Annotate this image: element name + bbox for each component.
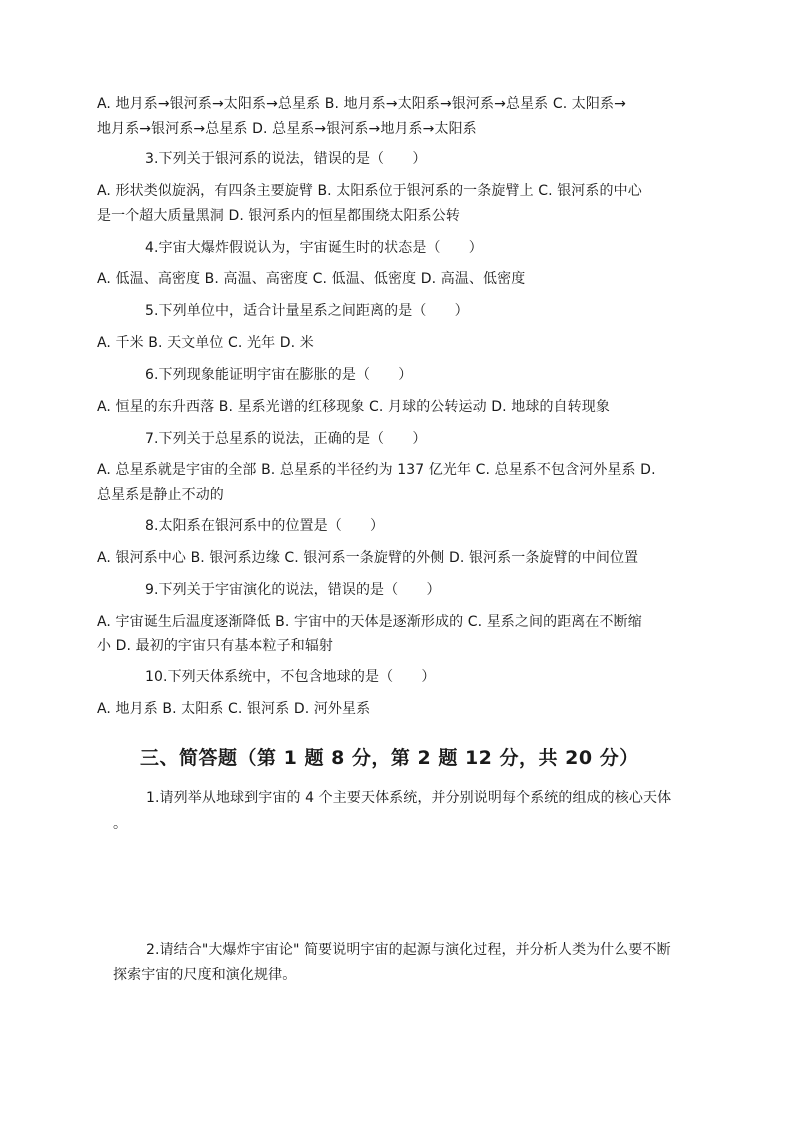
question-5-options: A. 千米 B. 天文单位 C. 光年 D. 米: [97, 335, 314, 351]
question-4-options: A. 低温、高密度 B. 高温、高密度 C. 低温、低密度 D. 高温、低密度: [97, 271, 526, 287]
answer-space-1[interactable]: [113, 840, 693, 935]
question-6-stem: 6.下列现象能证明宇宙在膨胀的是（ ）: [145, 367, 413, 383]
question-8-stem: 8.太阳系在银河系中的位置是（ ）: [145, 518, 385, 534]
short-answer-1-line2: 。: [113, 816, 128, 832]
question-3-stem: 3.下列关于银河系的说法，错误的是（ ）: [145, 151, 427, 167]
question-6-options: A. 恒星的东升西落 B. 星系光谱的红移现象 C. 月球的公转运动 D. 地球的自转现象: [97, 399, 610, 415]
question-10-stem: 10.下列天体系统中，不包含地球的是（ ）: [145, 669, 436, 685]
q2-options-line1: A. 地月系→银河系→太阳系→总星系 B. 地月系→太阳系→银河系→总星系 C. 太阳系→: [97, 96, 626, 112]
question-7-stem: 7.下列关于总星系的说法，正确的是（ ）: [145, 431, 427, 447]
section-3-heading: 三、简答题（第 1 题 8 分，第 2 题 12 分，共 20 分）: [140, 747, 639, 769]
question-8-options: A. 银河系中心 B. 银河系边缘 C. 银河系一条旋臂的外侧 D. 银河系一条旋臂的中间位置: [97, 550, 639, 566]
q2-options-line2: 地月系→银河系→总星系 D. 总星系→银河系→地月系→太阳系: [97, 121, 477, 137]
question-3-options-line1: A. 形状类似旋涡，有四条主要旋臂 B. 太阳系位于银河系的一条旋臂上 C. 银河系的中心: [97, 183, 642, 199]
short-answer-1-line1: 1.请列举从地球到宇宙的 4 个主要天体系统，并分别说明每个系统的组成的核心天体: [146, 790, 672, 806]
short-answer-2-line2: 探索宇宙的尺度和演化规律。: [113, 967, 297, 983]
question-9-stem: 9.下列关于宇宙演化的说法，错误的是（ ）: [145, 582, 441, 598]
question-3-options-line2: 是一个超大质量黑洞 D. 银河系内的恒星都围绕太阳系公转: [97, 208, 460, 224]
question-4-stem: 4.宇宙大爆炸假说认为，宇宙诞生时的状态是（ ）: [145, 240, 483, 256]
short-answer-2-line1: 2.请结合"大爆炸宇宙论" 简要说明宇宙的起源与演化过程，并分析人类为什么要不断: [146, 942, 671, 958]
question-7-options-line2: 总星系是静止不动的: [97, 487, 224, 503]
question-9-options-line2: 小 D. 最初的宇宙只有基本粒子和辐射: [97, 638, 334, 654]
question-7-options-line1: A. 总星系就是宇宙的全部 B. 总星系的半径约为 137 亿光年 C. 总星系不包含河外星系 D.: [97, 462, 656, 478]
answer-space-2[interactable]: [113, 992, 693, 1102]
question-10-options: A. 地月系 B. 太阳系 C. 银河系 D. 河外星系: [97, 701, 371, 717]
question-9-options-line1: A. 宇宙诞生后温度逐渐降低 B. 宇宙中的天体是逐渐形成的 C. 星系之间的距离在不断缩: [97, 614, 642, 630]
question-5-stem: 5.下列单位中，适合计量星系之间距离的是（ ）: [145, 303, 469, 319]
